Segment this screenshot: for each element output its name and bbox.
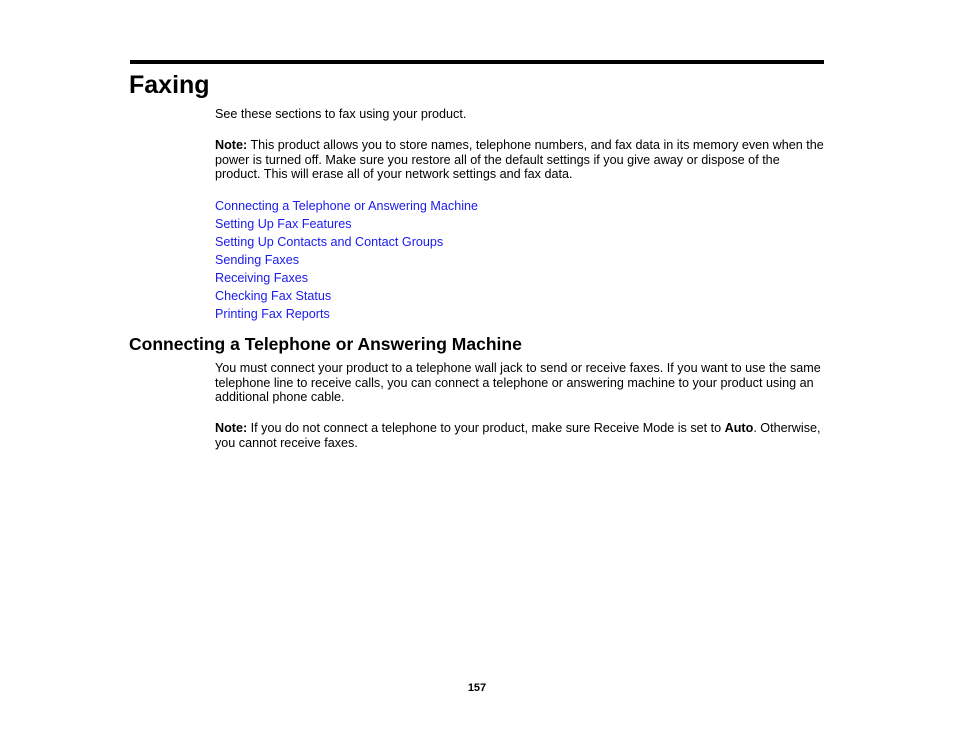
link-setting-up-fax-features[interactable]: Setting Up Fax Features [215, 217, 352, 231]
top-rule [130, 60, 824, 64]
link-checking-fax-status[interactable]: Checking Fax Status [215, 289, 332, 303]
list-item [215, 307, 478, 325]
receive-mode-value: Auto [724, 421, 754, 435]
section-paragraph: You must connect your product to a telephone wall jack to send or receive faxes. If you want to use the same telephone line to receive calls, you can connect a telephone or answering machine to your product using an additional phone cable. [215, 361, 821, 405]
list-item [215, 253, 478, 271]
list-item [215, 217, 478, 235]
note-text: This product allows you to store names, telephone numbers, and fax data in its memory even when the power is turned off. Make sure you restore all of the default settings if you give away or dispose of the product. This will erase all of your network settings and fax data. [215, 138, 824, 182]
link-setting-up-contacts[interactable]: Setting Up Contacts and Contact Groups [215, 235, 444, 249]
section-note-paragraph [215, 421, 827, 450]
note-label: Note: [215, 138, 248, 152]
section-heading: Connecting a Telephone or Answering Machine [129, 334, 522, 354]
link-sending-faxes[interactable]: Sending Faxes [215, 253, 300, 267]
intro-text: See these sections to fax using your product. [215, 107, 467, 121]
list-item [215, 289, 478, 307]
note-paragraph [215, 138, 827, 182]
list-item [215, 271, 478, 289]
list-item [215, 199, 478, 217]
section-links-list [215, 199, 478, 325]
link-receiving-faxes[interactable]: Receiving Faxes [215, 271, 309, 285]
list-item [215, 235, 478, 253]
section-note-text-after: . Otherwise, you cannot receive faxes. [215, 421, 821, 450]
section-note-text-before: If you do not connect a telephone to your product, make sure Receive Mode is set to [247, 421, 725, 435]
page-title: Faxing [129, 71, 210, 99]
page-number: 157 [467, 682, 487, 694]
link-printing-fax-reports[interactable]: Printing Fax Reports [215, 307, 330, 321]
link-connecting-telephone[interactable]: Connecting a Telephone or Answering Machine [215, 199, 479, 213]
section-note-label: Note: [215, 421, 248, 435]
